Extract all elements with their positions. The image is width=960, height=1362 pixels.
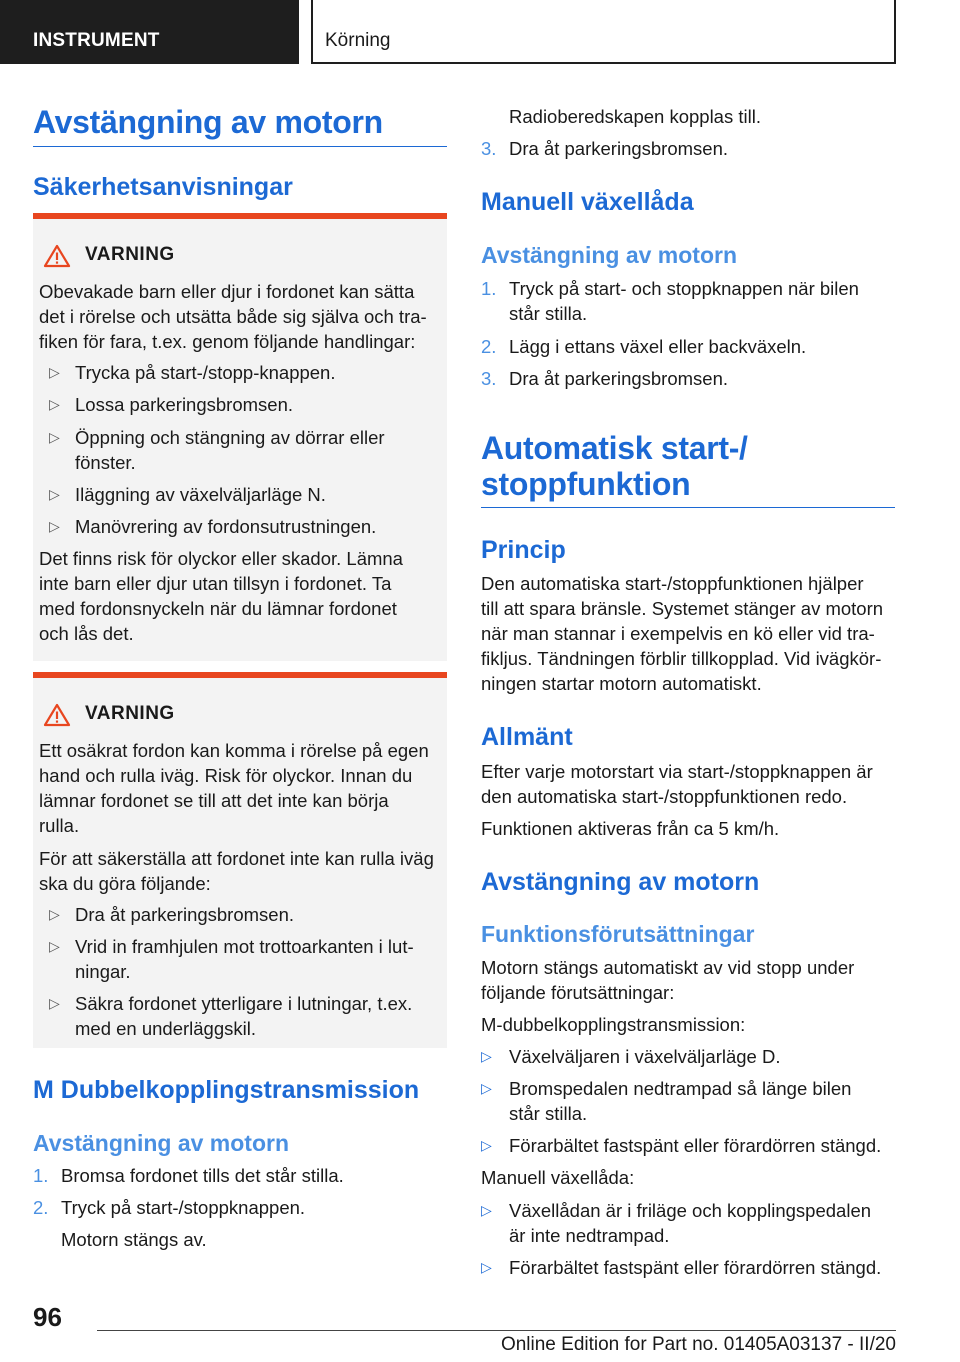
warning-triangle-icon <box>43 244 71 268</box>
step-text <box>61 1195 445 1252</box>
triangle-bullet-icon: ▷ <box>49 429 60 445</box>
step-number: 2. <box>481 336 497 357</box>
text-line: hand och rulla iväg. Risk för olyckor. Innan du <box>39 765 413 786</box>
warning-intro-2 <box>39 846 443 896</box>
text-line: står stilla. <box>509 303 588 324</box>
step-text: Lägg i ettans växel eller backväxeln. <box>509 336 807 357</box>
bullet-text: Lossa parkeringsbromsen. <box>75 394 293 415</box>
triangle-bullet-icon: ▷ <box>481 1202 492 1218</box>
triangle-bullet-icon: ▷ <box>481 1259 492 1275</box>
text-line: med en underläggskil. <box>75 1018 256 1039</box>
bullet-text: Dra åt parkeringsbromsen. <box>75 904 295 925</box>
step-text <box>509 276 893 326</box>
triangle-bullet-icon: ▷ <box>49 486 60 502</box>
triangle-bullet-icon: ▷ <box>49 906 60 922</box>
warning-triangle-icon <box>43 703 71 727</box>
text-line: Bromspedalen nedtrampad så länge bilen <box>509 1078 852 1099</box>
m-dct-heading: M Dubbelkopplingstransmission <box>33 1076 420 1104</box>
triangle-bullet-icon: ▷ <box>481 1048 492 1064</box>
princip-text <box>481 571 895 696</box>
triangle-bullet-icon: ▷ <box>49 938 60 954</box>
text-line: lämnar fordonet se till att det inte kan börja <box>39 790 389 811</box>
step-number: 2. <box>33 1197 49 1218</box>
manual-heading: Manuell växellåda <box>481 188 694 216</box>
title-rule <box>33 146 447 147</box>
stop-heading: Avstängning av motorn <box>481 868 760 896</box>
text-line: ningar. <box>75 961 131 982</box>
title-line: Automatisk start-/ <box>481 430 748 466</box>
text-line: Tryck på start- och stoppknappen när bilen <box>509 278 859 299</box>
text-line: Obevakade barn eller djur i fordonet kan sätta <box>39 281 415 302</box>
text-line: är inte nedtrampad. <box>509 1225 670 1246</box>
warning-label: VARNING <box>85 244 175 265</box>
text-line: fiken för fara, t.ex. genom följande handlingar: <box>39 331 416 352</box>
bullet-text: Trycka på start-/stopp-knappen. <box>75 362 336 383</box>
text-line: med fordonsnyckeln när du lämnar fordonet <box>39 598 397 619</box>
text-line: Efter varje motorstart via start-/stoppknappen är <box>481 761 873 782</box>
step-text: Dra åt parkeringsbromsen. <box>509 138 729 159</box>
text-line: den automatiska start-/stoppfunktionen redo. <box>481 786 848 807</box>
triangle-bullet-icon: ▷ <box>49 396 60 412</box>
text-line: Det finns risk för olyckor eller skador. Lämna <box>39 548 403 569</box>
step-number: 3. <box>481 138 497 159</box>
title-rule <box>481 507 895 508</box>
triangle-bullet-icon: ▷ <box>481 1137 492 1153</box>
text-line: Öppning och stängning av dörrar eller <box>75 427 385 448</box>
step-number: 1. <box>33 1165 49 1186</box>
text-line: följande förutsättningar: <box>481 982 675 1003</box>
text-line: För att säkerställa att fordonet inte kan rulla iväg <box>39 848 434 869</box>
title-line: stoppfunktion <box>481 466 691 502</box>
princip-heading: Princip <box>481 536 566 564</box>
text-line: Tryck på start-/stoppknappen. <box>61 1197 306 1218</box>
text-line: Motorn stängs av. <box>61 1229 207 1250</box>
text-line: rulla. <box>39 815 80 836</box>
conditions-text <box>481 955 895 1005</box>
warning-intro <box>39 738 443 838</box>
bullet-text: Förarbältet fastspänt eller förardörren stängd. <box>509 1257 882 1278</box>
text-line: Vrid in framhjulen mot trottoarkanten i lut- <box>75 936 414 957</box>
triangle-bullet-icon: ▷ <box>49 364 60 380</box>
warning-box-2 <box>33 672 447 1048</box>
warning-outro <box>39 546 443 646</box>
bullet-text: Växelväljaren i växelväljarläge D. <box>509 1046 781 1067</box>
chapter-tab[interactable] <box>0 0 299 64</box>
conditions-subheading: Funktionsförutsättningar <box>481 921 755 947</box>
bullet-text <box>75 991 435 1041</box>
text-line: fönster. <box>75 452 136 473</box>
footer-rule <box>97 1330 896 1331</box>
bullet-text <box>509 1198 893 1248</box>
allmant-heading: Allmänt <box>481 723 573 751</box>
warning-intro <box>39 279 443 354</box>
step-number: 3. <box>481 368 497 389</box>
m-dct-label: M-dubbelkopplingstransmission: <box>481 1014 746 1035</box>
section-tab[interactable] <box>311 0 896 64</box>
continued-text: Radioberedskapen kopplas till. <box>509 106 761 127</box>
text-line: Motorn stängs automatiskt av vid stopp under <box>481 957 855 978</box>
allmant-text <box>481 759 895 809</box>
step-text: Dra åt parkeringsbromsen. <box>509 368 729 389</box>
bullet-text: Iläggning av växelväljarläge N. <box>75 484 326 505</box>
triangle-bullet-icon: ▷ <box>481 1080 492 1096</box>
section-label: Körning <box>325 30 391 51</box>
step-text: Bromsa fordonet tills det står stilla. <box>61 1165 344 1186</box>
manual-subheading: Avstängning av motorn <box>481 242 737 268</box>
text-line: ska du göra följande: <box>39 873 211 894</box>
text-line: ningen startar motorn automatiskt. <box>481 673 762 694</box>
text-line: och lås det. <box>39 623 134 644</box>
text-line: Säkra fordonet ytterligare i lutningar, t.ex. <box>75 993 413 1014</box>
bullet-text <box>75 425 435 475</box>
manual-label: Manuell växellåda: <box>481 1167 635 1188</box>
text-line: Ett osäkrat fordon kan komma i rörelse på egen <box>39 740 429 761</box>
page-number: 96 <box>33 1302 62 1332</box>
text-line: fikljus. Tändningen förblir tillkopplad. Vid ivägkör- <box>481 648 882 669</box>
text-line: inte barn eller djur utan tillsyn i fordonet. Ta <box>39 573 392 594</box>
page-title: Avstängning av motorn <box>33 104 383 140</box>
text-line: Den automatiska start-/stoppfunktionen hjälper <box>481 573 864 594</box>
text-line: Växellådan är i friläge och kopplingspedalen <box>509 1200 872 1221</box>
chapter-label: INSTRUMENT <box>33 30 160 51</box>
triangle-bullet-icon: ▷ <box>49 518 60 534</box>
text-line: när man stannar i exempelvis en kö eller vid tra- <box>481 623 875 644</box>
warning-label: VARNING <box>85 703 175 724</box>
auto-start-stop-title <box>481 430 748 502</box>
bullet-text: Manövrering av fordonsutrustningen. <box>75 516 377 537</box>
bullet-text <box>75 934 435 984</box>
m-dct-subheading: Avstängning av motorn <box>33 1130 289 1156</box>
step-number: 1. <box>481 278 497 299</box>
triangle-bullet-icon: ▷ <box>49 995 60 1011</box>
edition-text: Online Edition for Part no. 01405A03137 - II/20 <box>500 1334 896 1355</box>
bullet-text <box>509 1076 893 1126</box>
text-line: det i rörelse och utsätta både sig själva och tra- <box>39 306 427 327</box>
text-line: står stilla. <box>509 1103 588 1124</box>
warning-box-1 <box>33 213 447 661</box>
bullet-text: Förarbältet fastspänt eller förardörren stängd. <box>509 1135 882 1156</box>
safety-heading: Säkerhetsanvisningar <box>33 173 293 201</box>
allmant-text-2: Funktionen aktiveras från ca 5 km/h. <box>481 818 780 839</box>
text-line: till att spara bränsle. Systemet stänger av motorn <box>481 598 884 619</box>
